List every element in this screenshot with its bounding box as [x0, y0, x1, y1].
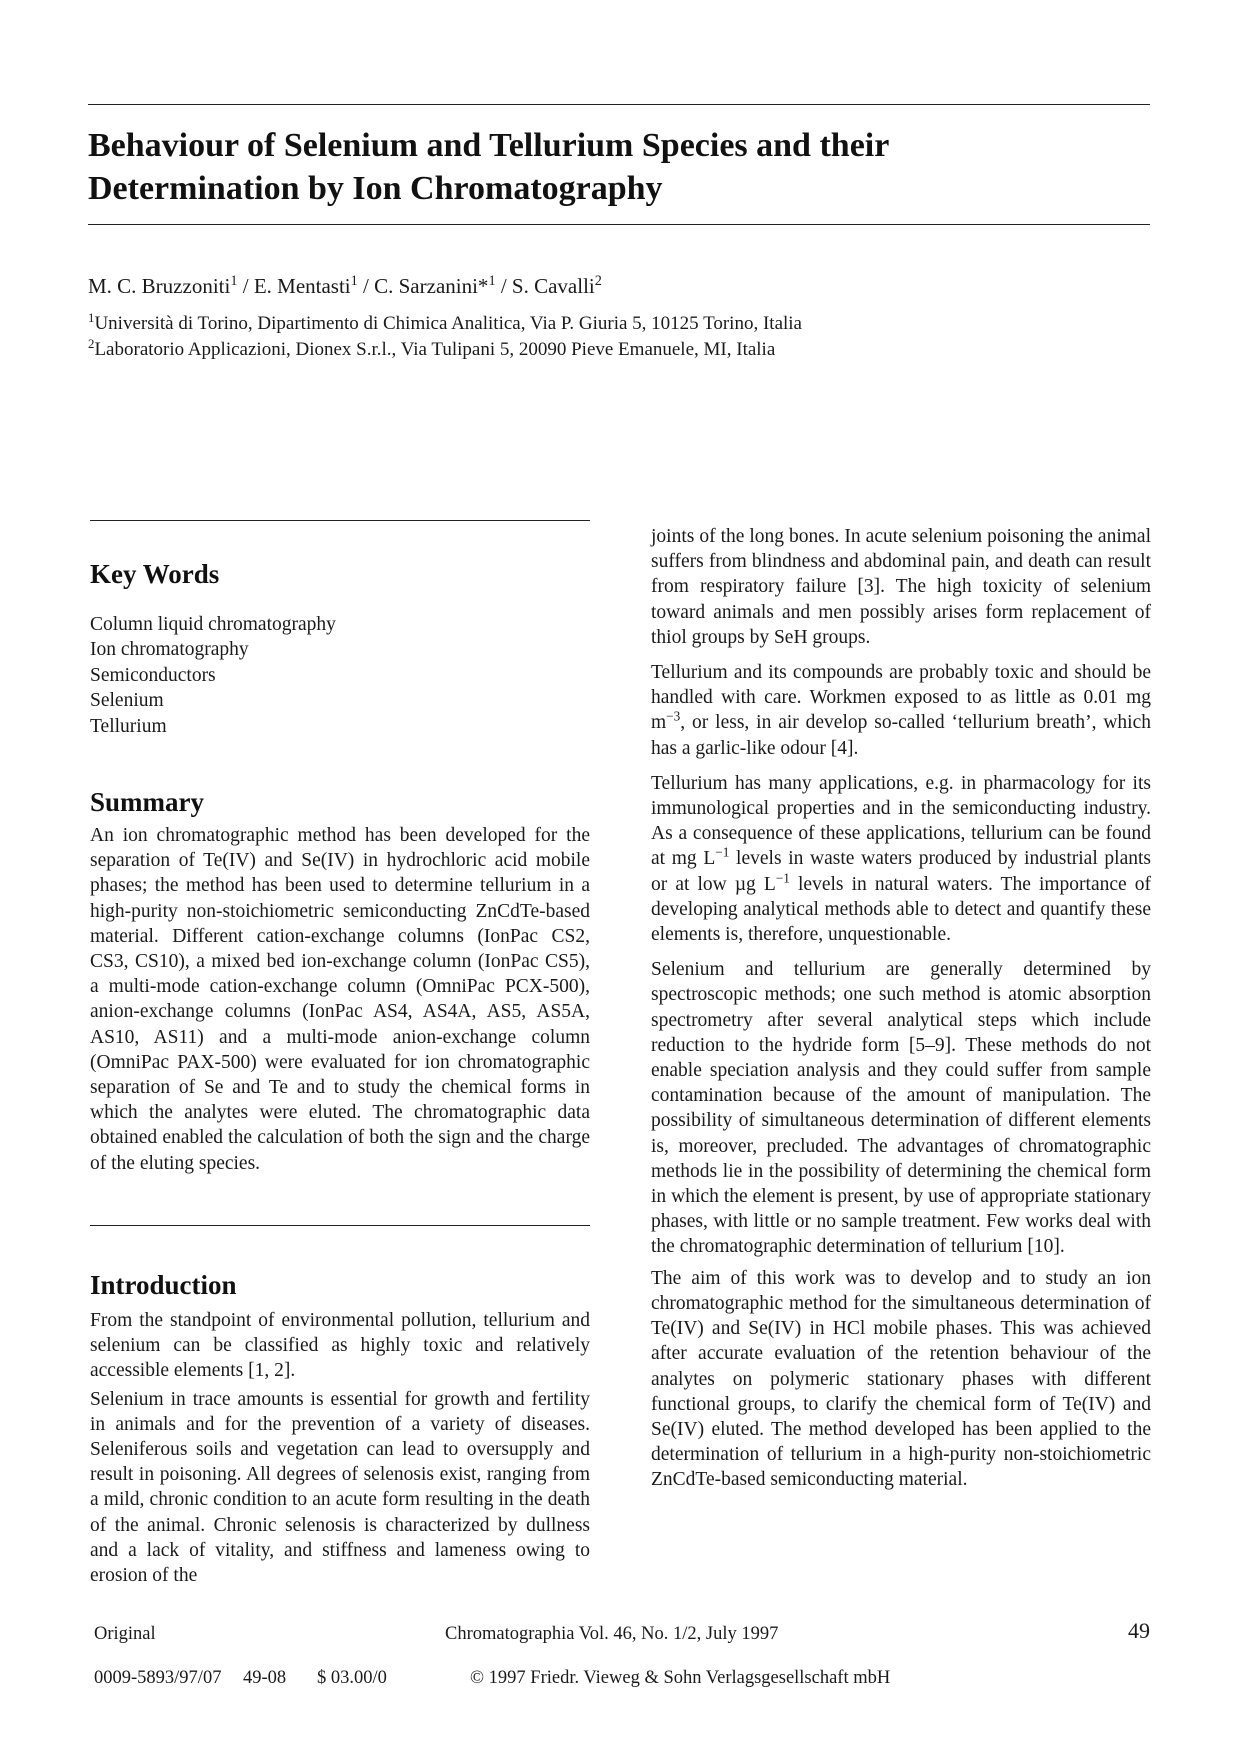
section-label: Original — [94, 1624, 156, 1644]
summary-bottom-rule — [90, 1225, 590, 1226]
summary-heading: Summary — [90, 787, 204, 817]
title-top-rule — [88, 104, 1150, 105]
body-paragraph-5: The aim of this work was to develop and to study an ion chromatographic method for the simultaneous determination of Te(IV) and Se(IV) in HCl mobile phases. This was achieved after accurate evaluation of the retention behaviour of the analytes on polymeric stationary phases with different functional groups, to clarify the chemical form of Te(IV) and Se(IV) eluted. The method developed has been applied to the determination of tellurium in a high-purity non-stoichiometric ZnCdTe-based semiconducting material. — [651, 1267, 1151, 1491]
introduction-body — [90, 1308, 590, 1588]
right-column-body — [651, 524, 1151, 1493]
body-paragraph-4: Selenium and tellurium are generally determined by spectroscopic methods; one such method is atomic absorption spectrometry after several analytical steps which include reduction to the hydride form [5–9]. These methods do not enable speciation analysis and they could suffer from sample contamination because of the amount of manipulation. The possibility of simultaneous determination of different elements is, moreover, precluded. The advantages of chromatographic methods lie in the possibility of determining the chemical form in which the element is present, by use of appropriate stationary phases, with little or no sample treatment. Few works deal with the chromatographic determination of tellurium [10]. — [651, 959, 1151, 1258]
summary-text: An ion chromatographic method has been developed for the separation of Te(IV) and Se(IV) in hydrochloric acid mobile phases; the method has been used to determine tellurium in a high-purity non-stoichiometric semiconducting ZnCdTe-based material. Different cation-exchange columns (IonPac CS2, CS3, CS10), a mixed bed ion-exchange column (IonPac CS5), a multi-mode cation-exchange column (OmniPac PCX-500), anion-exchange columns (IonPac AS4, AS4A, AS5, AS5A, AS10, AS11) and a multi-mode anion-exchange column (OmniPac PAX-500) were evaluated for ion chromatographic separation of Se and Te and to study the chemical forms in which the analytes were eluted. The chromatographic data obtained enabled the calculation of both the sign and the charge of the eluting species. — [90, 825, 590, 1174]
affiliation-text: Università di Torino, Dipartimento di Chimica Analitica, Via P. Giuria 5, 10125 Torino, Italia — [94, 313, 802, 334]
page-number: 49 — [1128, 1618, 1150, 1643]
affiliation-number: 2 — [88, 335, 95, 351]
affiliation-2 — [88, 337, 775, 362]
title-line-2: Determination by Ion Chromatography — [88, 170, 663, 207]
body-paragraph-1: joints of the long bones. In acute selenium poisoning the animal suffers from blindness and abdominal pain, and death can result from respiratory failure [3]. The high toxicity of selenium toward animals and men possibly arises form replacement of thiol groups by SeH groups. — [651, 526, 1151, 648]
article-title — [88, 124, 1148, 210]
introduction-paragraph-2: Selenium in trace amounts is essential for growth and fertility in animals and for the prevention of a variety of diseases. Seleniferous soils and vegetation can lead to oversupply and result in poisoning. All degrees of selenosis exist, ranging from a mild, chronic condition to an acute form resulting in the death of the animal. Chronic selenosis is characterized by dullness and a lack of vitality, and stiffness and lameness owing to erosion of the — [90, 1388, 590, 1587]
introduction-heading: Introduction — [90, 1270, 237, 1300]
title-bottom-rule — [88, 224, 1150, 225]
author-affiliation-mark: 2 — [594, 273, 602, 290]
keyword-item: Column liquid chromatography — [90, 614, 336, 635]
affiliation-1 — [88, 311, 802, 336]
copyright-notice: © 1997 Friedr. Vieweg & Sohn Verlagsgesellschaft mbH — [470, 1668, 891, 1688]
author-name: C. Sarzanini* — [374, 274, 489, 298]
body-paragraph-2: Tellurium and its compounds are probably toxic and should be handled with care. Workmen exposed to as little as 0.01 mg $m^{-3}$, or less, in air develop so-called ‘tellurium breath’, which has a garlic-like odour [4]. — [651, 662, 1151, 759]
page-range-code: 49-08 — [243, 1668, 287, 1688]
author-name: S. Cavalli — [511, 274, 595, 298]
author-affiliation-mark: 1 — [488, 273, 496, 290]
keywords-top-rule — [90, 520, 590, 521]
issn-code: 0009-5893/97/07 — [94, 1668, 222, 1688]
keywords-list — [90, 612, 336, 739]
author-name: M. C. Bruzzoniti — [88, 274, 231, 298]
introduction-paragraph-1: From the standpoint of environmental pollution, tellurium and selenium can be classified as highly toxic and relatively accessible elements [1, 2]. — [90, 1310, 590, 1382]
author-affiliation-mark: 1 — [230, 273, 238, 290]
author-name: E. Mentasti — [253, 274, 351, 298]
body-paragraph-3: Tellurium has many applications, e.g. in pharmacology for its immunological properties and in the semiconducting industry. As a consequence of these applications, tellurium can be found at mg $L^{-1}$ levels in waste waters produced by industrial plants or at low µg $L^{-1}$ levels in natural waters. The importance of developing analytical methods able to detect and quantify these elements is, therefore, unquestionable. — [651, 772, 1152, 946]
affiliation-number: 1 — [88, 309, 95, 325]
author-separator: / — [237, 274, 254, 298]
author-separator: / — [495, 274, 512, 298]
affiliation-text: Laboratorio Applicazioni, Dionex S.r.l., Via Tulipani 5, 20090 Pieve Emanuele, MI, Italia — [94, 339, 776, 360]
keyword-item: Tellurium — [90, 715, 167, 737]
author-list — [88, 272, 602, 300]
title-line-1: Behaviour of Selenium and Tellurium Species and their — [88, 127, 890, 164]
price-code: $ 03.00/0 — [317, 1668, 387, 1688]
keyword-item: Selenium — [90, 690, 164, 712]
journal-citation: Chromatographia Vol. 46, No. 1/2, July 1997 — [445, 1624, 779, 1644]
keywords-heading: Key Words — [90, 559, 220, 589]
author-affiliation-mark: 1 — [350, 273, 358, 290]
keyword-item: Ion chromatography — [90, 639, 249, 661]
author-separator: / — [357, 274, 375, 298]
keyword-item: Semiconductors — [90, 664, 216, 686]
